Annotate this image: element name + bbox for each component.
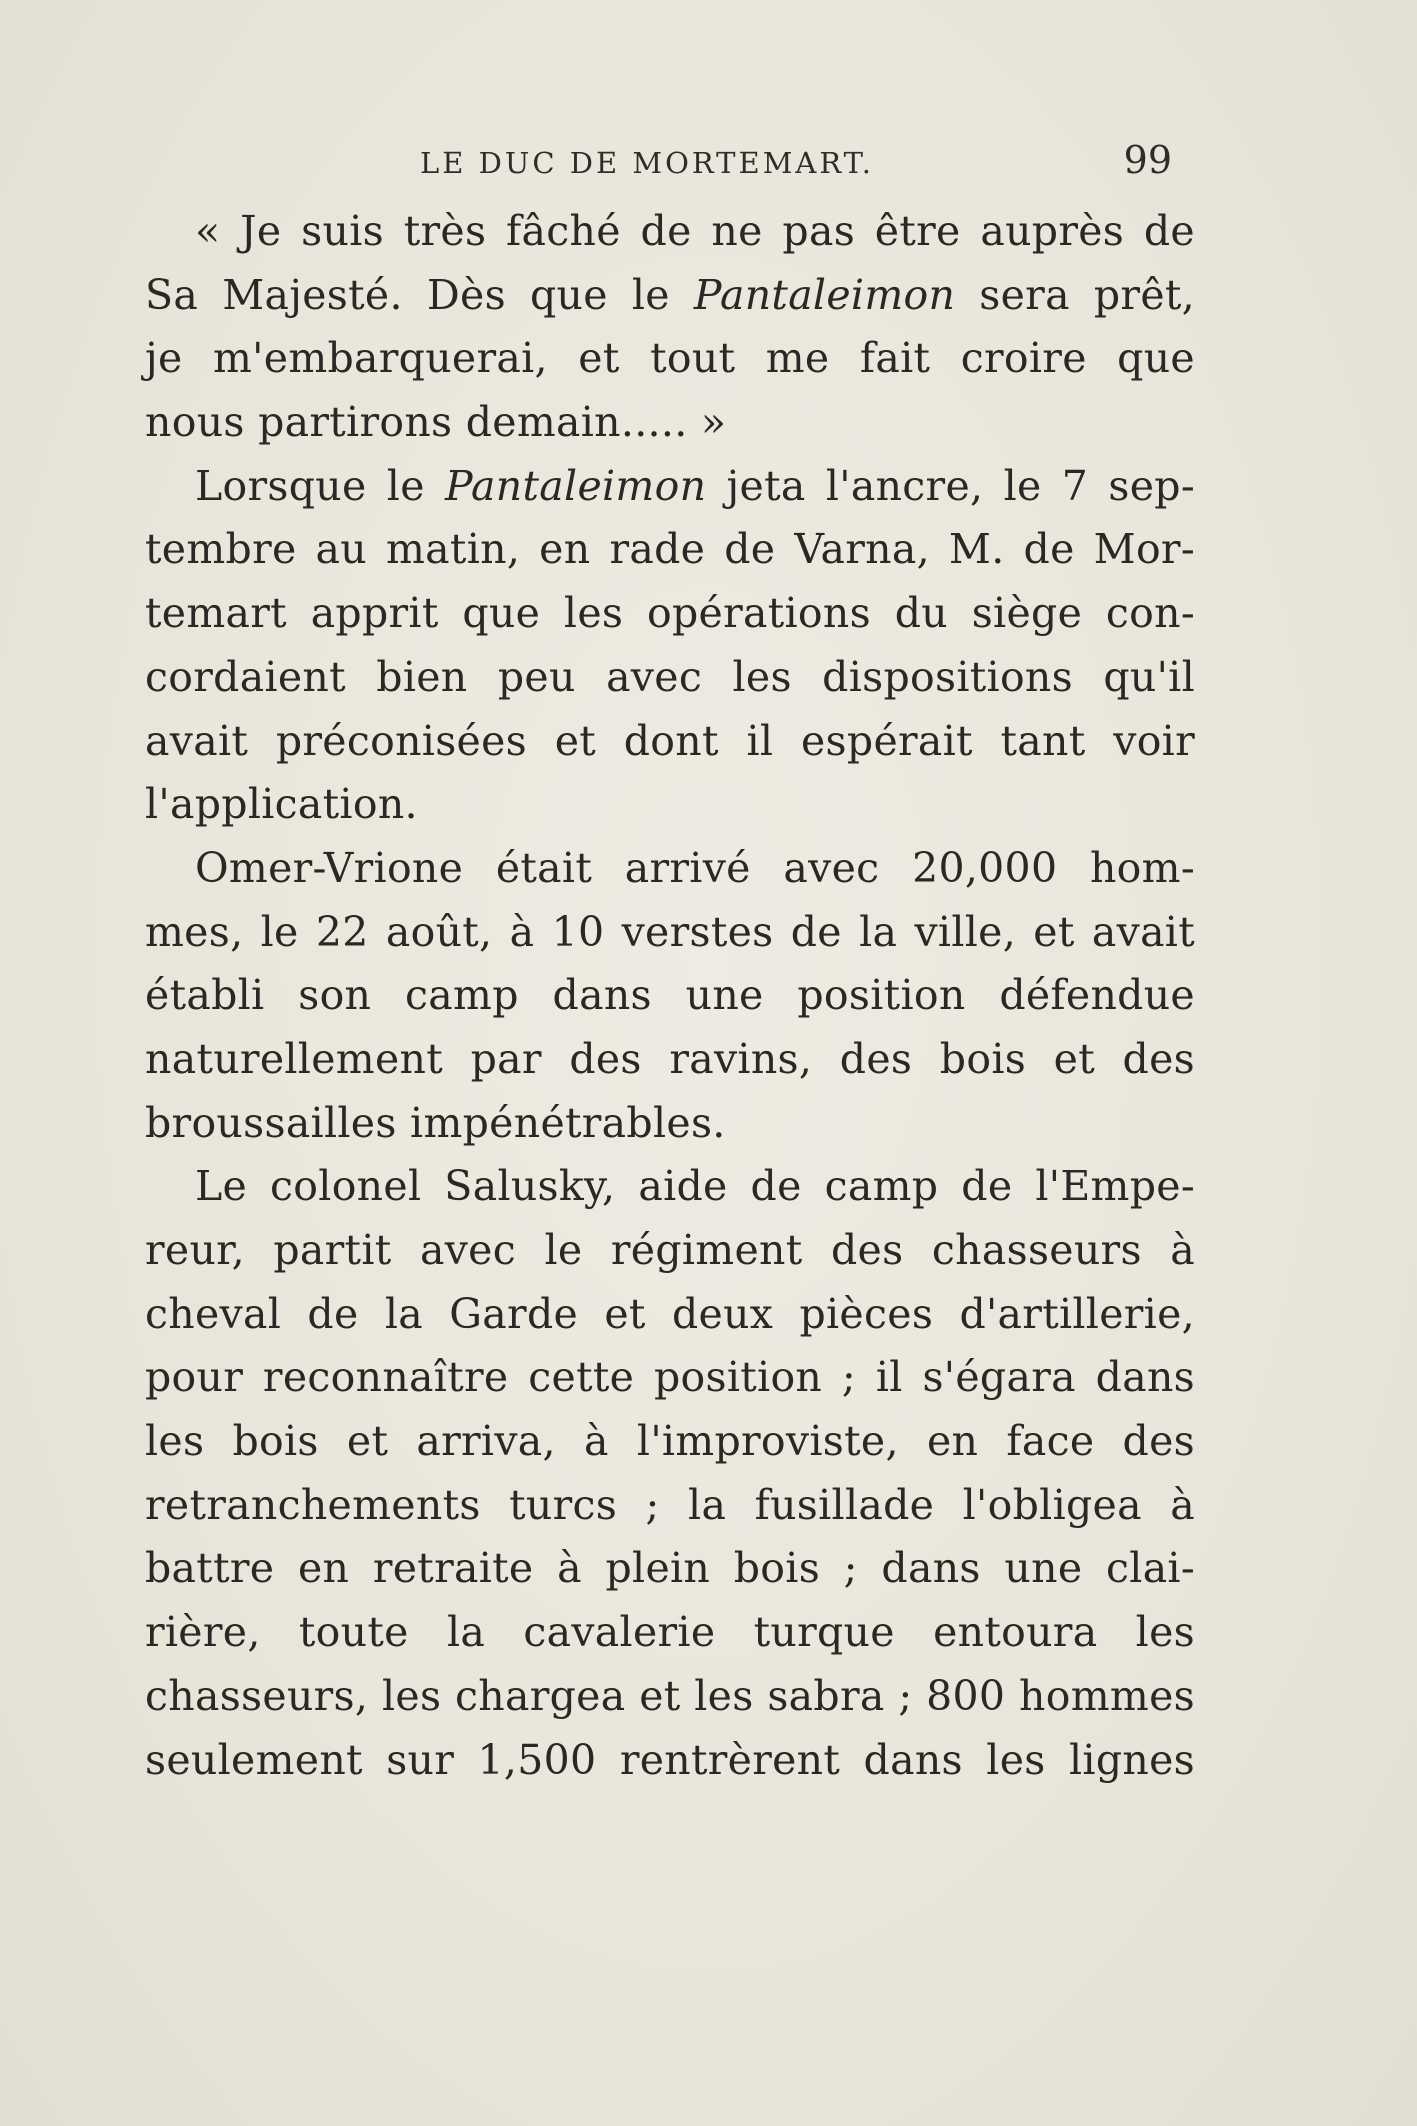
text-line: battre en retraite à plein bois ; dans une clai- <box>145 1544 1195 1593</box>
page-header <box>145 138 1180 182</box>
text-line: cheval de la Garde et deux pièces d'artillerie, <box>145 1289 1195 1338</box>
text-line: rière, toute la cavalerie turque entoura les <box>145 1608 1195 1657</box>
page-number: 99 <box>1123 138 1172 182</box>
text-line: retranchements turcs ; la fusillade l'obligea à <box>145 1480 1195 1529</box>
text-line: je m'embarquerai, et tout me fait croire que <box>145 334 1195 383</box>
paragraph <box>145 200 1195 455</box>
italic-ship-name: Pantaleimon <box>445 461 707 510</box>
text-line: avait préconisées et dont il espérait tant voir <box>145 716 1195 765</box>
text-line: cordaient bien peu avec les dispositions qu'il <box>145 652 1195 701</box>
italic-ship-name: Pantaleimon <box>693 270 956 319</box>
text-line: nous partirons demain..... » <box>145 398 727 447</box>
paragraph <box>145 1155 1195 1792</box>
text-line: chasseurs, les chargea et les sabra ; 800 hommes <box>145 1671 1195 1720</box>
text-line: broussailles impénétrables. <box>145 1098 726 1147</box>
text-line: seulement sur 1,500 rentrèrent dans les lignes <box>145 1735 1195 1784</box>
paragraph <box>145 837 1195 1155</box>
text-line: Le colonel Salusky, aide de camp de l'Empe- <box>195 1162 1195 1211</box>
text-line: pour reconnaître cette position ; il s'égara dans <box>145 1353 1195 1402</box>
text-line: Sa Majesté. Dès que le Pantaleimon sera prêt, <box>145 270 1195 319</box>
text-line: Omer-Vrione était arrivé avec 20,000 hom- <box>195 843 1195 892</box>
text-line: établi son camp dans une position défendue <box>145 971 1195 1020</box>
text-line: les bois et arriva, à l'improviste, en face des <box>145 1417 1195 1466</box>
text-line: naturellement par des ravins, des bois et des <box>145 1034 1195 1083</box>
text-line: tembre au matin, en rade de Varna, M. de Mor- <box>145 525 1195 574</box>
text-line: l'application. <box>145 780 418 829</box>
text-line: mes, le 22 août, à 10 verstes de la ville, et avait <box>145 907 1195 956</box>
text-line: « Je suis très fâché de ne pas être auprès de <box>195 207 1195 255</box>
text-line: temart apprit que les opérations du siège con- <box>145 589 1195 638</box>
text-line: reur, partit avec le régiment des chasseurs à <box>145 1226 1195 1274</box>
text-line: Lorsque le Pantaleimon jeta l'ancre, le 7 sep- <box>195 461 1195 510</box>
paragraph <box>145 455 1195 837</box>
running-title: LE DUC DE MORTEMART. <box>420 146 874 180</box>
body-text <box>145 200 1195 1792</box>
